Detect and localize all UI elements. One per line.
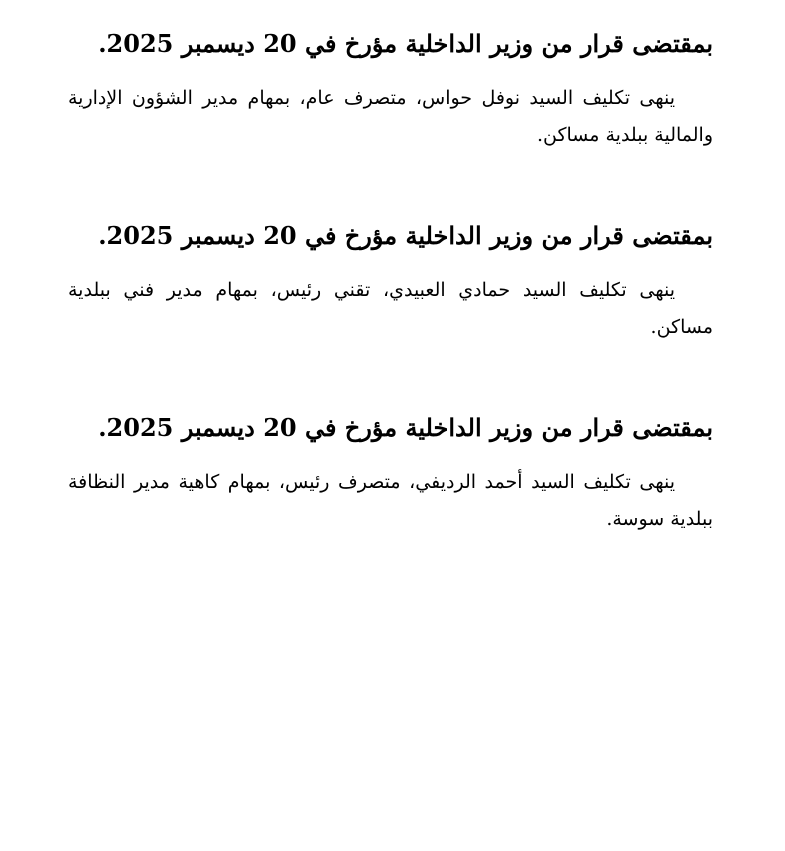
decree-title: بمقتضى قرار من وزير الداخلية مؤرخ في 20 ديسمبر 2025. bbox=[98, 413, 713, 442]
decree-body: ينهى تكليف السيد نوفل حواس، متصرف عام، بمهام مدير الشؤون الإدارية والمالية ببلدية مساكن. bbox=[68, 87, 713, 146]
decree-title: بمقتضى قرار من وزير الداخلية مؤرخ في 20 ديسمبر 2025. bbox=[98, 221, 713, 250]
decree-entry bbox=[68, 216, 713, 346]
decree-entry bbox=[68, 24, 713, 154]
document-page bbox=[68, 24, 713, 600]
decree-title: بمقتضى قرار من وزير الداخلية مؤرخ في 20 ديسمبر 2025. bbox=[98, 29, 713, 58]
decree-entry bbox=[68, 408, 713, 538]
decree-body: ينهى تكليف السيد حمادي العبيدي، تقني رئيس، بمهام مدير فني ببلدية مساكن. bbox=[68, 279, 713, 338]
decree-body: ينهى تكليف السيد أحمد الرديفي، متصرف رئيس، بمهام كاهية مدير النظافة ببلدية سوسة. bbox=[68, 471, 713, 530]
